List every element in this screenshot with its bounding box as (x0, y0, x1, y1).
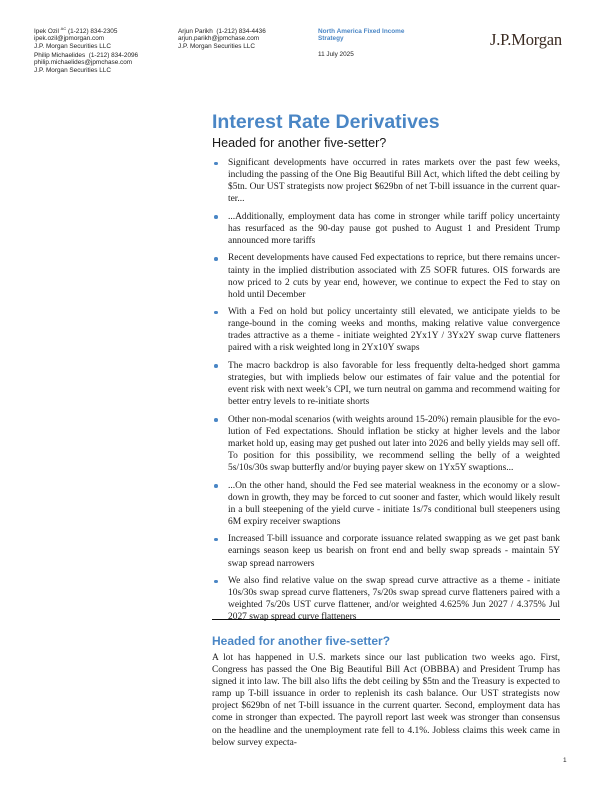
strategy-label-line1: North America Fixed Income (318, 28, 405, 35)
bullet-text: Significant developments have occurred in rates markets over the past few weeks, including the passing of the One Big Beautiful Bill Act, which lifted the debt ceiling by $5tn. Our UST strategists now project $629bn of net T-bill issuance in the current quarter... (228, 158, 560, 205)
summary-bullets (212, 157, 560, 629)
bullet-dot-icon (214, 162, 218, 166)
author-line (34, 25, 138, 35)
strategy-label-line2: Strategy (318, 35, 344, 43)
bullet-dot-icon (214, 311, 218, 315)
bullet-dot-icon (214, 538, 218, 542)
page-number: 1 (563, 757, 567, 764)
bullet-dot-icon (214, 418, 218, 422)
bullet-text: Recent developments have caused Fed expectations to reprice, but there remains uncertainty in the implied distribution associated with Z5 SOFR futures. OIS forwards are now priced to 2 cuts by year end, however, we continue to expect the Fed to stay on hold until December (228, 253, 560, 300)
bullet-item (212, 533, 560, 569)
author-email[interactable]: ipek.ozil@jpmorgan.com (34, 35, 105, 43)
bullet-text: Other non-modal scenarios (with weights around 15-20%) remain plausible for the evolution of Fed expectations. Should inflation be sticky at higher levels and the labor market hold up, easing may get pushed out later into 2026 and belly yields may sell off. To position for this possibility, we recommend selling the belly of a weighted 5s/10s/30s swap butterfly and/or buying payer skew on 1Yx5Y swaptions... (228, 414, 560, 474)
page-title: Interest Rate Derivatives (212, 111, 440, 133)
author-email[interactable]: arjun.parikh@jpmchase.com (178, 35, 260, 43)
author-sup: AC (60, 25, 67, 31)
page-subtitle: Headed for another five-setter? (212, 136, 387, 150)
bullet-item (212, 306, 560, 354)
bullet-text: ...On the other hand, should the Fed see material weakness in the economy or a slowdown in growth, they may be forced to cut sooner and faster, which would likely result in a bull steepening of the yield curve - initiate 1s/7s conditional bull steepeners using 6M expiry receiver swaptions (228, 480, 560, 527)
author-phone: (1-212) 834-2305 (68, 28, 118, 35)
author-firm: J.P. Morgan Securities LLC (178, 42, 255, 50)
author-name: Ipek Ozil (34, 28, 59, 35)
jpmorgan-logo: J.P.Morgan (490, 30, 562, 49)
section-divider (212, 619, 560, 620)
author-line (178, 28, 266, 35)
bullet-text: Increased T-bill issuance and corporate issuance related swapping as we get past bank earnings season keep us bearish on front end and belly swap spreads - maintain 5Y swap spread narrowers (228, 534, 560, 569)
author-email[interactable]: philip.michaelides@jpmchase.com (34, 59, 133, 67)
author-firm: J.P. Morgan Securities LLC (34, 66, 111, 74)
author-phone: (1-212) 834-2096 (88, 51, 139, 59)
bullet-item (212, 480, 560, 528)
bullet-item (212, 360, 560, 408)
bullet-text: The macro backdrop is also favorable for less frequently delta-hedged short gamma strategies, but with implieds below our estimates of fair value and the potential for event risk with next week’s CPI, we turn neutral on gamma and recommend waiting for better entry levels to re-initiate shorts (228, 360, 560, 408)
bullet-dot-icon (214, 580, 218, 584)
author-block-middle (178, 28, 266, 50)
author-line (34, 52, 138, 59)
bullet-dot-icon (214, 215, 218, 219)
report-date: 11 July 2025 (318, 50, 354, 58)
bullet-item (212, 252, 560, 300)
author-block-left (34, 25, 139, 74)
bullet-item (212, 414, 560, 474)
bullet-text: ...Additionally, employment data has come in stronger while tariff policy uncertainty has resurfaced as the 90-day pause got pushed to August 1 and President Trump announced more tariffs (228, 211, 560, 246)
section-body: A lot has happened in U.S. markets since our last publication two weeks ago. First, Congress has passed the One Big Beautiful Bill Act (OBBBA) and President Trump has signed it into law. The bill also lifts the debt ceiling by $5tn and the Treasury is expected to ramp up T-bill issuance in order to replenish its cash balance. Our UST strategists now project $629bn of net T-bill issuance in the current quarter. Second, employment data has come in stronger than expected. The payroll report last week was stronger than consensus on the headline and the unemployment rate fell to 4.1%. Jobless claims this week came in below survey expecta- (212, 653, 560, 748)
author-name: Philip Michaelides (34, 51, 86, 59)
bullet-dot-icon (214, 484, 218, 488)
bullet-item (212, 211, 560, 247)
bullet-item (212, 157, 560, 205)
bullet-dot-icon (214, 257, 218, 261)
author-firm: J.P. Morgan Securities LLC (34, 42, 111, 50)
author-phone: (1-212) 834-4436 (216, 28, 266, 35)
bullet-text: We also find relative value on the swap spread curve attractive as a theme - initiate 10s/30s swap spread curve flatteners, 7s/20s swap spread curve flatteners paired with a weighted 7s/20s UST curve flattener, and/or weighted 4.625% Jun 2027 / 4.375% Jul 2027 swap spread curve flatteners (228, 576, 560, 623)
bullet-dot-icon (214, 364, 218, 368)
section-heading: Headed for another five-setter? (212, 634, 391, 648)
author-name: Arjun Parikh (178, 28, 213, 35)
report-meta (318, 28, 404, 58)
bullet-text: With a Fed on hold but policy uncertainty still elevated, we anticipate yields to be range-bound in the coming weeks and months, making relative value convergence trades attractive as a theme - initiate weighted 2Yx1Y / 3Yx2Y swap curve flatteners paired with a risk weighted long in 2Yx10Y swaps (228, 307, 560, 354)
bullet-item (212, 575, 560, 623)
